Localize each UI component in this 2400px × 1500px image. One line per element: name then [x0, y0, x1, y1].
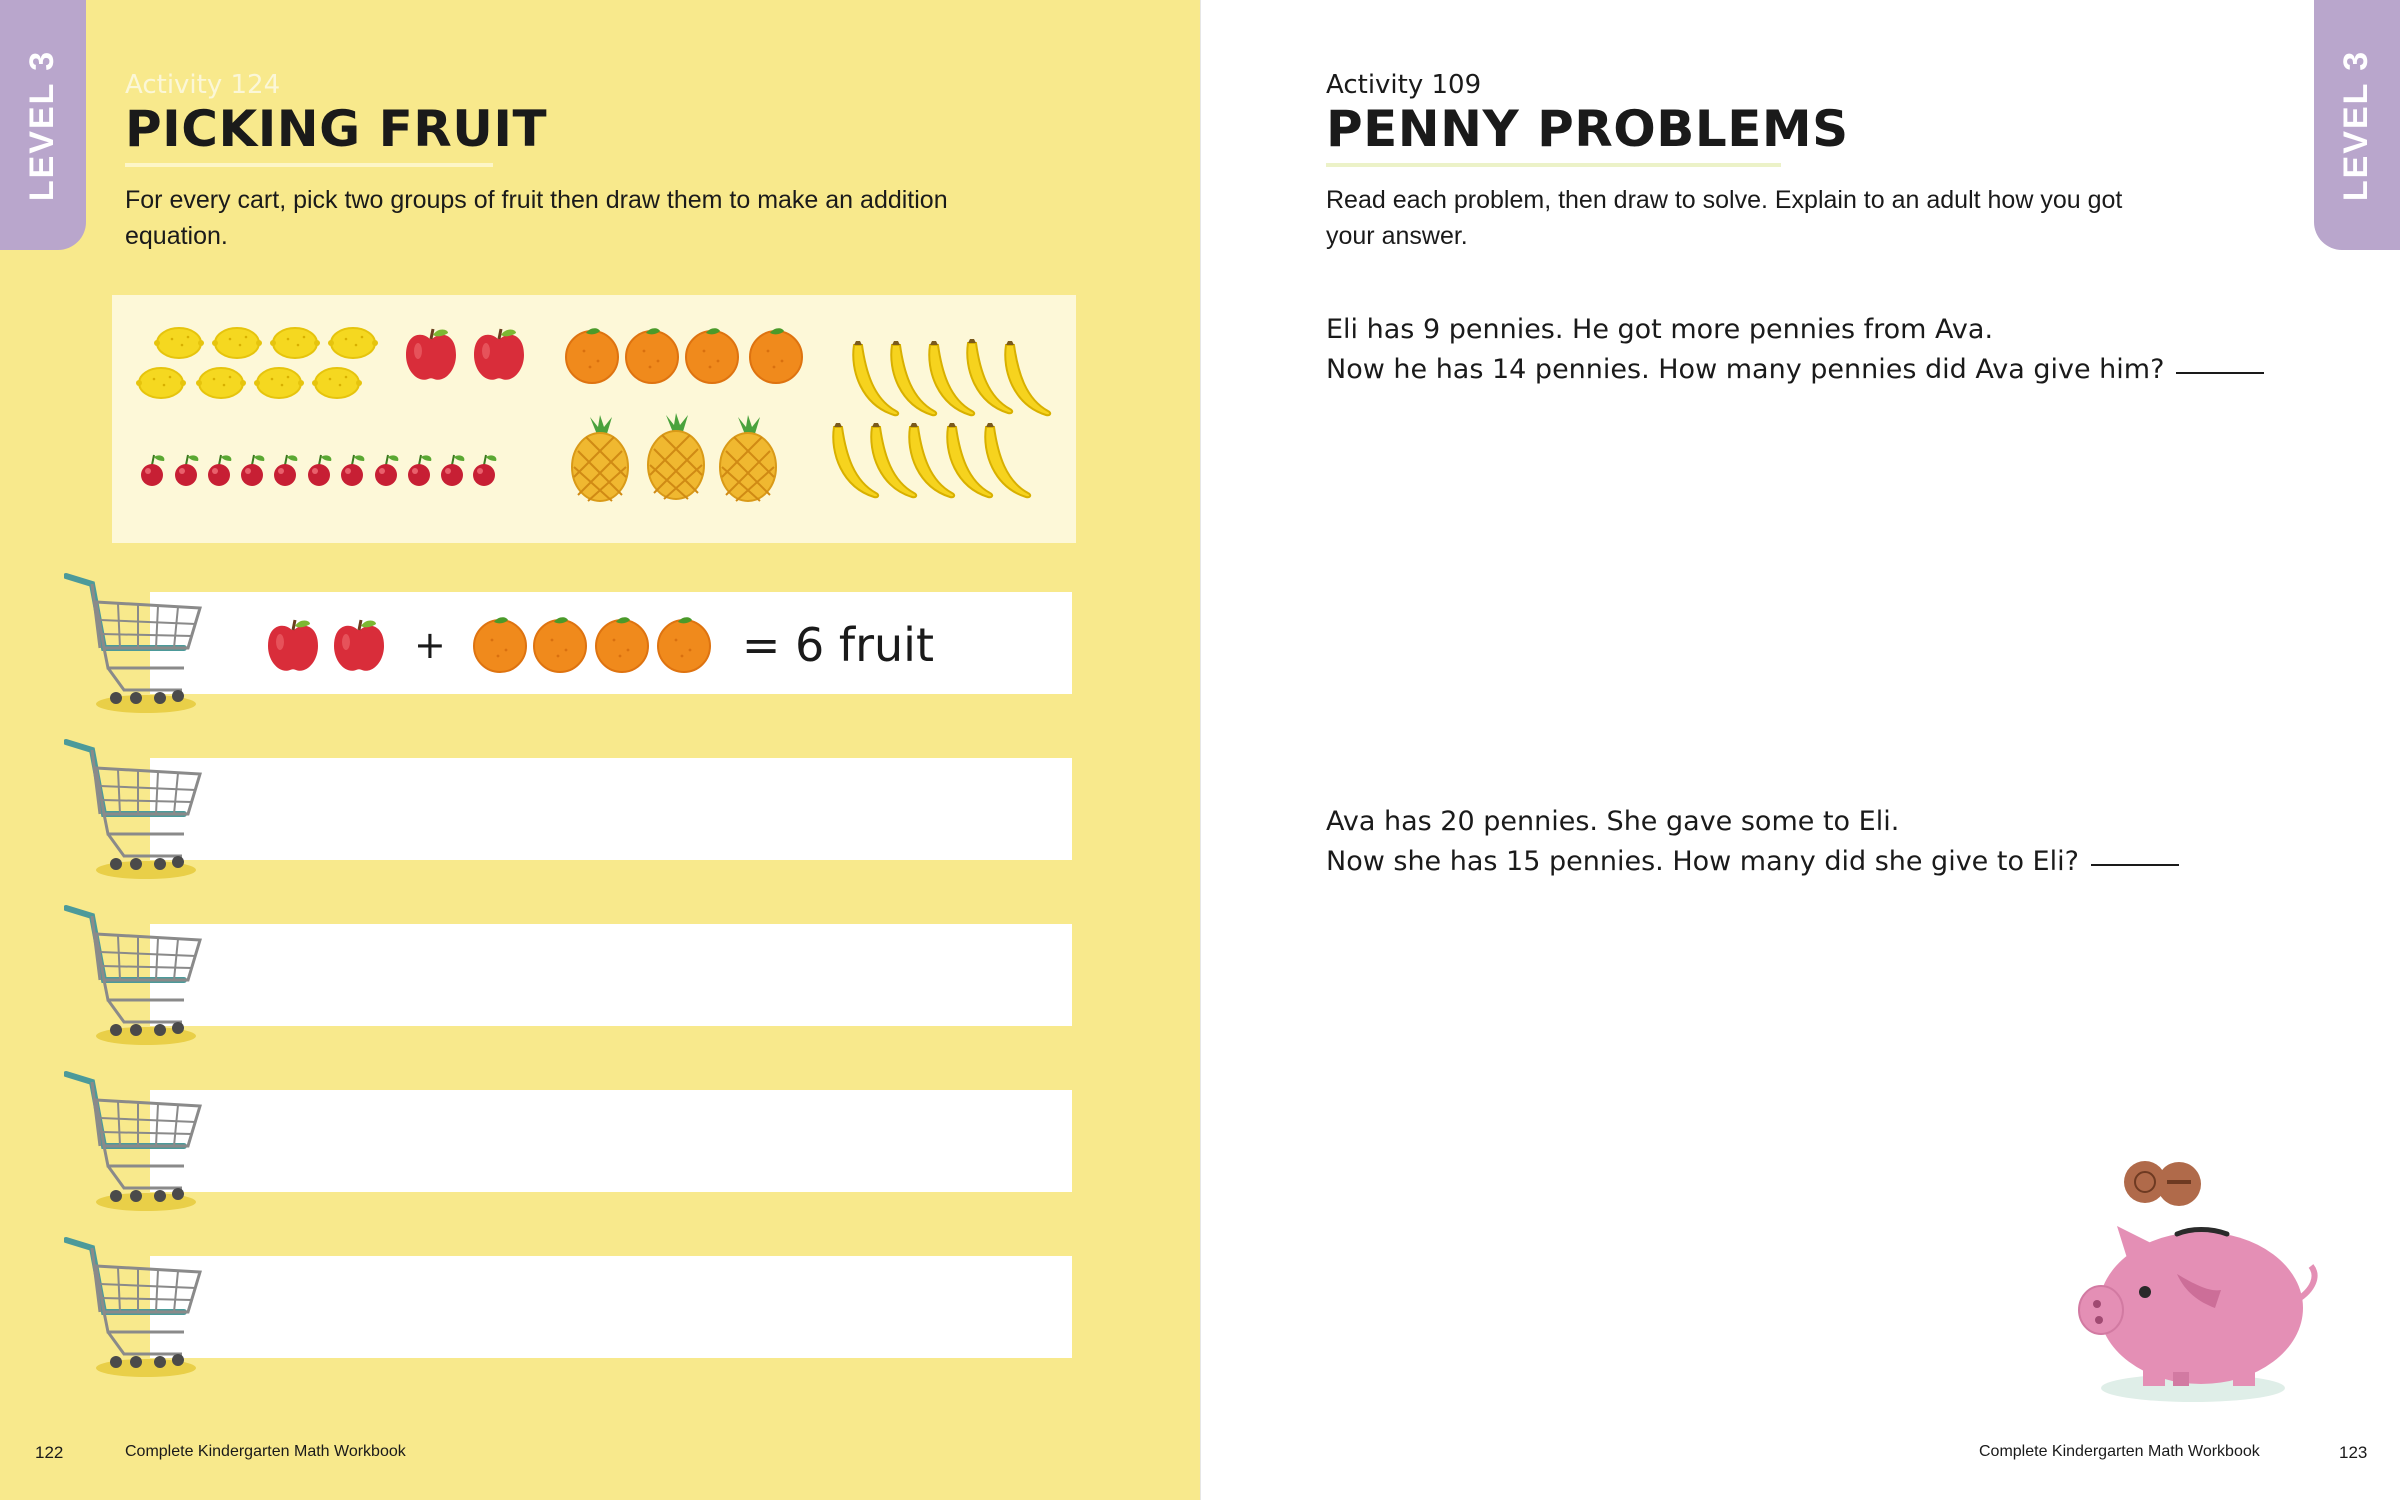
level-tab	[0, 0, 86, 250]
cherry-group	[141, 455, 496, 486]
banana-group-top	[853, 339, 1050, 415]
level-tab	[2314, 0, 2400, 250]
piggy-bank-icon	[2061, 1140, 2321, 1410]
problem-line: Eli has 9 pennies. He got more pennies from Ava.	[1326, 314, 1994, 345]
problem-line: Ava has 20 pennies. She gave some to Eli.	[1326, 806, 1900, 837]
problem-line: Now she has 15 pennies. How many did she give to Eli?	[1326, 846, 2079, 877]
title-underline	[1326, 163, 1781, 167]
lemon-group	[136, 328, 378, 398]
title-underline	[125, 163, 493, 167]
shopping-cart-icon	[64, 734, 214, 884]
book-title: Complete Kindergarten Math Workbook	[1979, 1443, 2260, 1460]
activity-label: Activity 124	[125, 70, 281, 100]
shopping-cart-icon	[64, 568, 214, 718]
shopping-cart-icon	[64, 1232, 214, 1382]
answer-strip[interactable]	[150, 758, 1072, 860]
problem-2	[1326, 802, 2179, 882]
level-tab-label: LEVEL 3	[23, 49, 62, 201]
plus-sign: +	[414, 623, 446, 667]
book-title: Complete Kindergarten Math Workbook	[125, 1443, 406, 1460]
answer-strip[interactable]	[150, 924, 1072, 1026]
level-tab-label: LEVEL 3	[2337, 49, 2376, 201]
activity-label: Activity 109	[1326, 70, 1482, 100]
example-equation	[260, 600, 934, 690]
answer-strip[interactable]	[150, 1256, 1072, 1358]
orange-group	[566, 328, 802, 383]
problem-line: Now he has 14 pennies. How many pennies did Ava give him?	[1326, 354, 2165, 385]
problem-1	[1326, 310, 2264, 390]
page-number: 123	[2339, 1443, 2368, 1462]
banana-group-bottom	[833, 423, 1030, 497]
orange-group-icon	[470, 610, 720, 680]
answer-blank[interactable]	[2176, 372, 2264, 374]
answer-blank[interactable]	[2091, 864, 2179, 866]
fruit-groups-illustration	[112, 295, 1076, 543]
equation-result: = 6 fruit	[741, 618, 934, 672]
shopping-cart-icon	[64, 1066, 214, 1216]
apple-group	[406, 329, 524, 380]
fruit-panel	[112, 295, 1076, 543]
page-title: PICKING FRUIT	[125, 100, 548, 158]
pineapple-group	[572, 413, 776, 501]
instructions: Read each problem, then draw to solve. Explain to an adult how you got your answer.	[1326, 186, 2123, 250]
apple-pair-icon	[260, 610, 390, 680]
instructions: For every cart, pick two groups of fruit then draw them to make an addition equation.	[125, 186, 948, 250]
shopping-cart-icon	[64, 900, 214, 1050]
right-page	[1200, 0, 2400, 1500]
page-number: 122	[35, 1443, 64, 1462]
answer-strip[interactable]	[150, 1090, 1072, 1192]
page-title: PENNY PROBLEMS	[1326, 100, 1849, 158]
